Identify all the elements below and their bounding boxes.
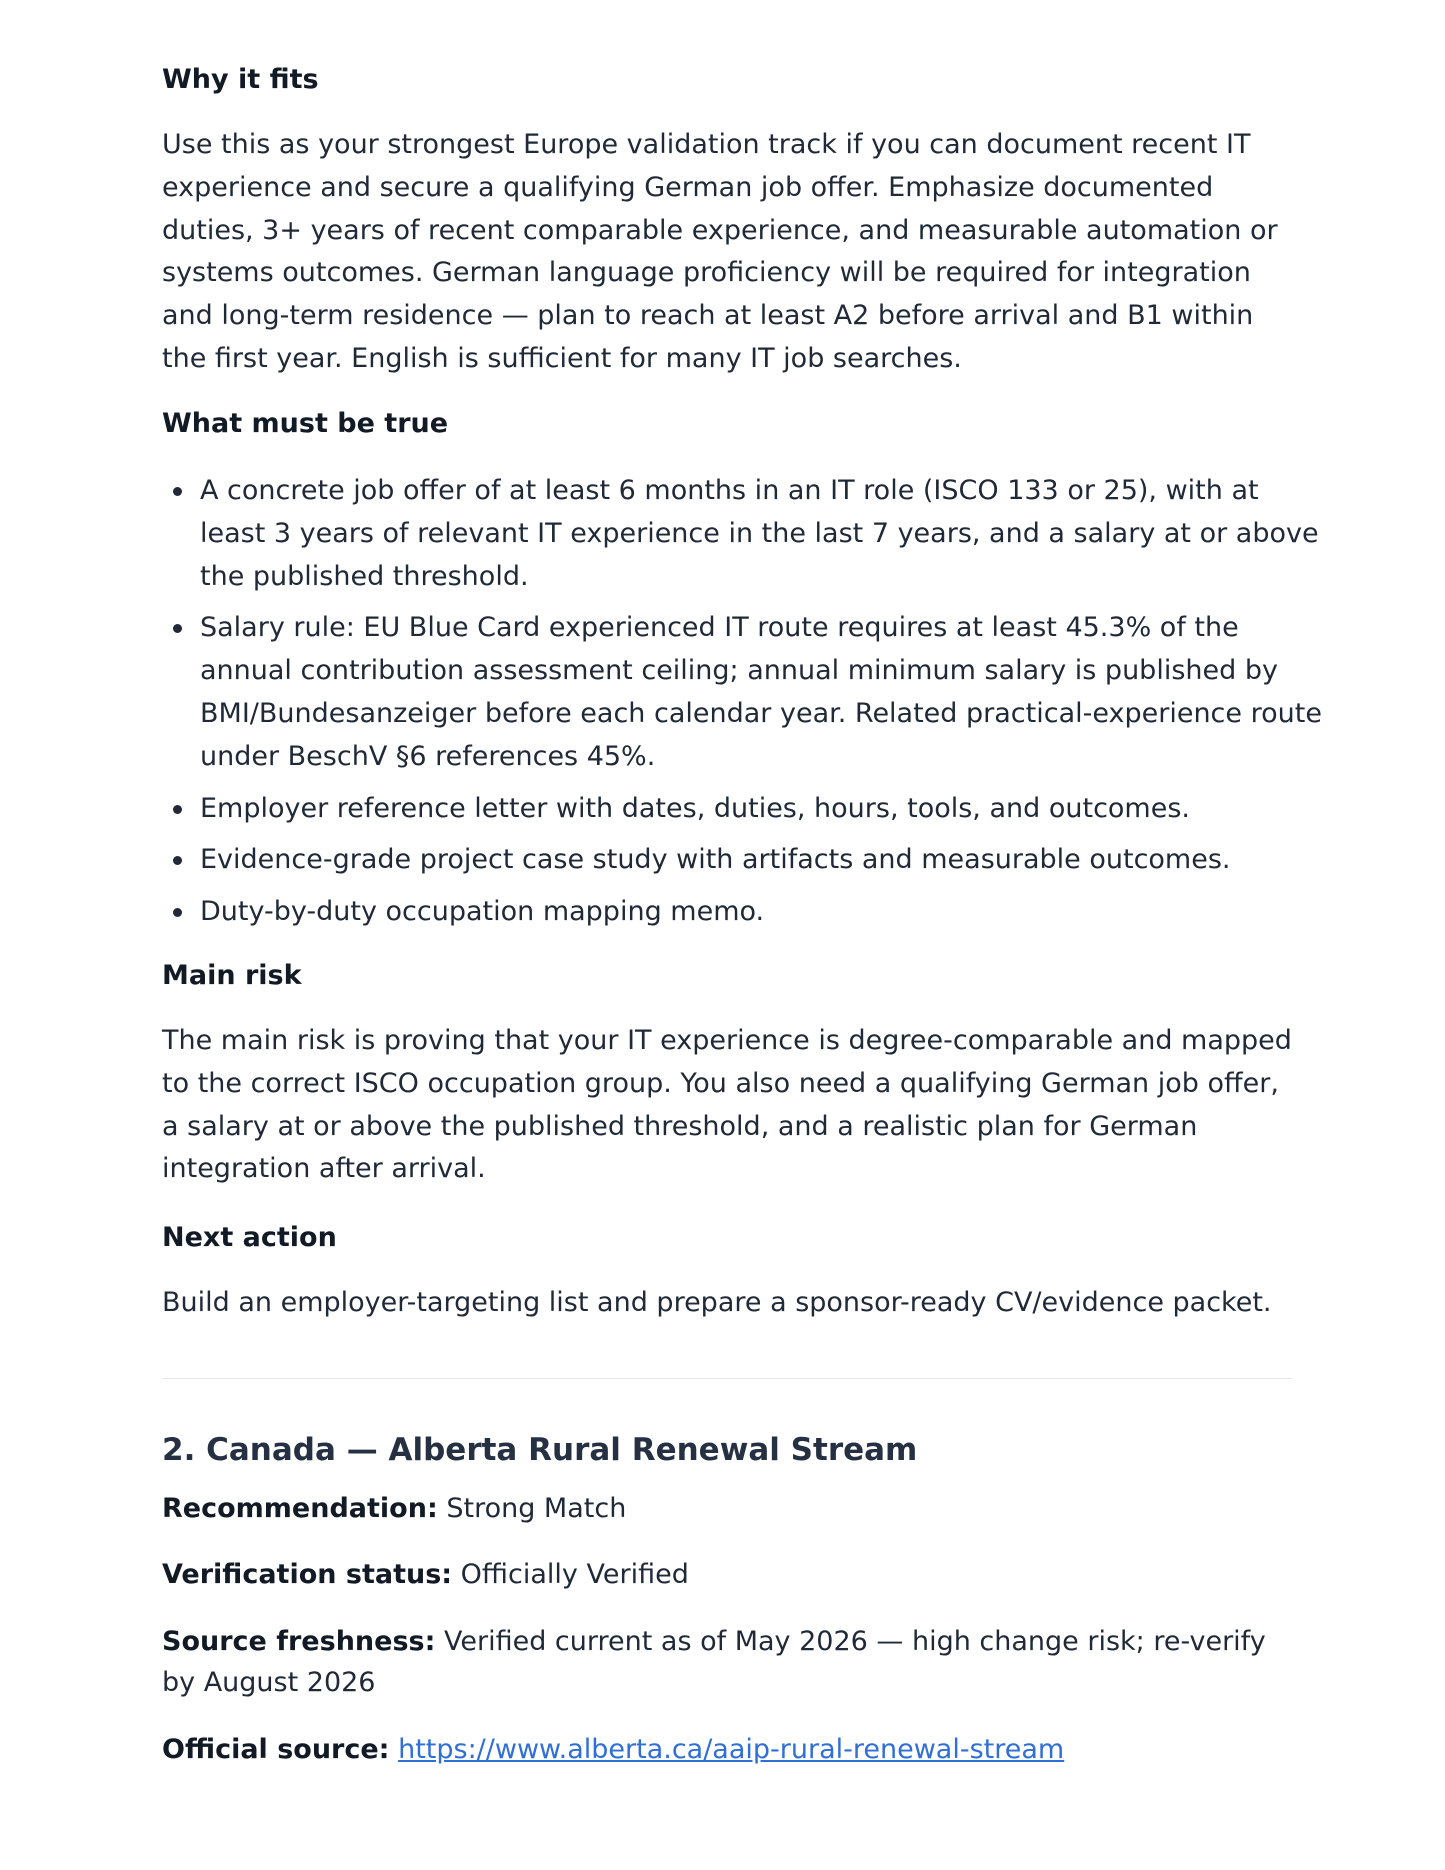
requirements-list	[162, 470, 1330, 943]
main-risk-heading: Main risk	[162, 960, 302, 991]
source-label: Official source:	[162, 1734, 390, 1765]
option-title: 2. Canada — Alberta Rural Renewal Stream	[162, 1432, 918, 1468]
verification-row	[162, 1555, 1292, 1594]
next-action-body: Build an employer-targeting list and prepare a sponsor-ready CV/evidence packet.	[162, 1287, 1272, 1318]
freshness-label: Source freshness:	[162, 1626, 436, 1657]
verification-label: Verification status:	[162, 1559, 453, 1590]
list-item: Salary rule: EU Blue Card experienced IT route requires at least 45.3% of the annual contribution assessment ceiling; annual minimum salary is published by BMI/Bundesanzeiger before each calendar year. Related practical-experience route under BeschV §6 references 45%.	[200, 607, 1330, 778]
why-it-fits-body: Use this as your strongest Europe validation track if you can document recent IT experience and secure a qualifying German job offer. Emphasize documented duties, 3+ years of recent comparable experience, and measurable automation or systems outcomes. German language proficiency will be required for integration and long-term residence — plan to reach at least A2 before arrival and B1 within the first year. English is sufficient for many IT job searches.	[162, 129, 1278, 374]
next-action-heading: Next action	[162, 1222, 337, 1253]
recommendation-row	[162, 1489, 1292, 1528]
official-source-link[interactable]: https://www.alberta.ca/aaip-rural-renewal-stream	[398, 1734, 1065, 1765]
verification-value: Officially Verified	[460, 1559, 689, 1590]
recommendation-label: Recommendation:	[162, 1493, 438, 1524]
list-item: A concrete job offer of at least 6 months in an IT role (ISCO 133 or 25), with at least 3 years of relevant IT experience in the last 7 years, and a salary at or above the published threshold.	[200, 470, 1330, 598]
list-item: Employer reference letter with dates, duties, hours, tools, and outcomes.	[200, 788, 1330, 831]
source-row	[162, 1730, 1292, 1769]
list-item: Duty-by-duty occupation mapping memo.	[200, 891, 1330, 934]
list-item: Evidence-grade project case study with artifacts and measurable outcomes.	[200, 839, 1330, 882]
freshness-row	[162, 1621, 1292, 1703]
main-risk-body: The main risk is proving that your IT experience is degree-comparable and mapped to the correct ISCO occupation group. You also need a qualifying German job offer, a salary at or above the published threshold, and a realistic plan for German integration after arrival.	[162, 1025, 1292, 1185]
section-divider	[162, 1378, 1292, 1379]
freshness-value: Verified current as of May 2026 — high change risk; re-verify by August 2026	[162, 1626, 1266, 1698]
recommendation-value: Strong Match	[446, 1493, 627, 1524]
why-it-fits-heading: Why it fits	[162, 64, 319, 95]
what-must-be-true-heading: What must be true	[162, 408, 449, 439]
